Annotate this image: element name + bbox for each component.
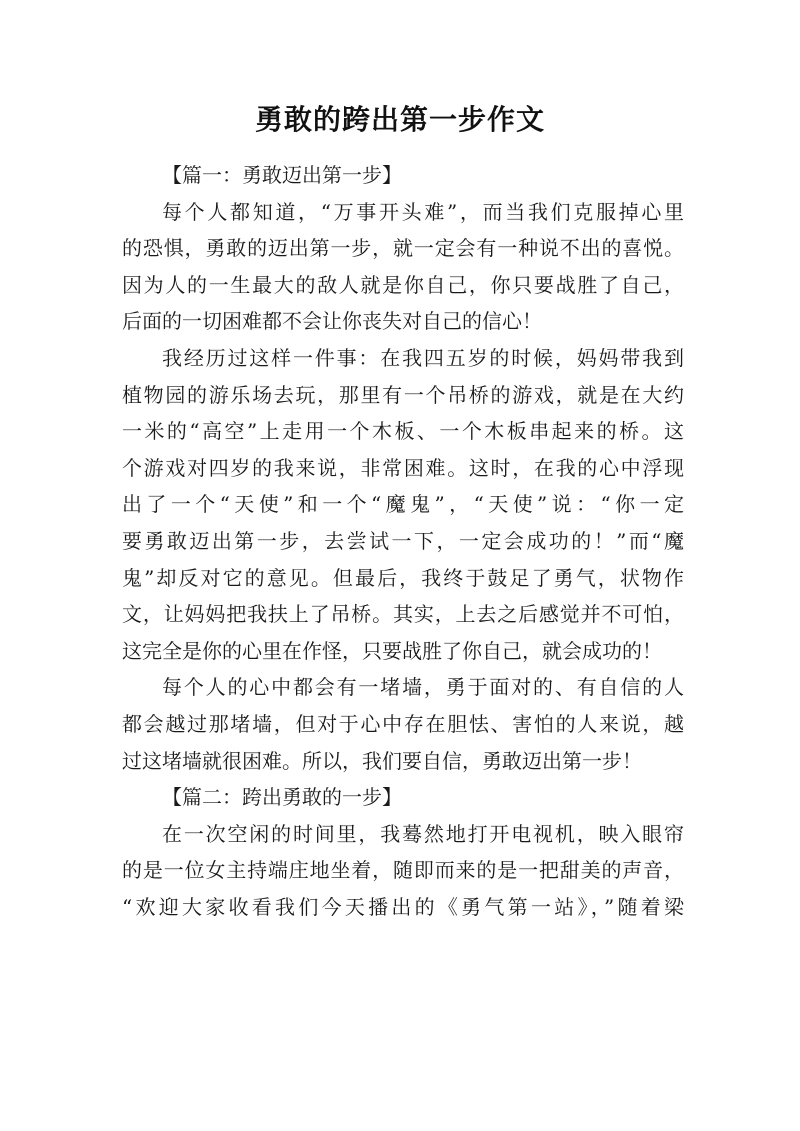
paragraph-line: “欢迎大家收看我们今天播出的《勇气第一站》，”随着梁: [122, 894, 684, 919]
section-heading-1: 【篇一：勇敢迈出第一步】: [162, 163, 402, 187]
paragraph-line: 的是一位女主持端庄地坐着，随即而来的是一把甜美的声音，: [122, 858, 684, 883]
paragraph-line: 要勇敢迈出第一步，去尝试一下，一定会成功的！”而“魔: [122, 528, 684, 553]
paragraph-line: 每个人都知道，“万事开头难”，而当我们克服掉心里: [162, 199, 684, 224]
section-heading-2: 【篇二：跨出勇敢的一步】: [162, 785, 402, 810]
paragraph-line: 我经历过这样一件事：在我四五岁的时候，妈妈带我到: [162, 345, 684, 370]
paragraph-line: 后面的一切困难都不会让你丧失对自己的信心！: [122, 309, 542, 334]
paragraph-line: 都会越过那堵墙，但对于心中存在胆怯、害怕的人来说，越: [122, 711, 684, 736]
paragraph-line: 一米的“高空”上走用一个木板、一个木板串起来的桥。这: [122, 419, 684, 444]
document-body: [122, 157, 684, 925]
paragraph-line: 个游戏对四岁的我来说，非常困难。这时，在我的心中浮现: [122, 455, 684, 480]
paragraph-line: 出了一个“天使”和一个“魔鬼”，“天使”说：“你一定: [122, 492, 684, 517]
paragraph-line: 植物园的游乐场去玩，那里有一个吊桥的游戏，就是在大约: [122, 382, 684, 407]
paragraph-line: 的恐惧，勇敢的迈出第一步，就一定会有一种说不出的喜悦。: [122, 236, 684, 261]
document-title: 勇敢的跨出第一步作文: [254, 103, 545, 136]
paragraph-line: 文，让妈妈把我扶上了吊桥。其实，上去之后感觉并不可怕，: [122, 602, 684, 627]
paragraph-line: 在一次空闲的时间里，我蓦然地打开电视机，映入眼帘: [162, 821, 684, 846]
paragraph-line: 过这堵墙就很困难。所以，我们要自信，勇敢迈出第一步！: [122, 748, 642, 773]
paragraph-line: 每个人的心中都会有一堵墙，勇于面对的、有自信的人: [162, 675, 684, 700]
paragraph-line: 鬼”却反对它的意见。但最后，我终于鼓足了勇气，状物作: [122, 565, 684, 590]
paragraph-line: 因为人的一生最大的敌人就是你自己，你只要战胜了自己，: [122, 272, 684, 297]
paragraph-line: 这完全是你的心里在作怪，只要战胜了你自己，就会成功的！: [122, 638, 662, 663]
